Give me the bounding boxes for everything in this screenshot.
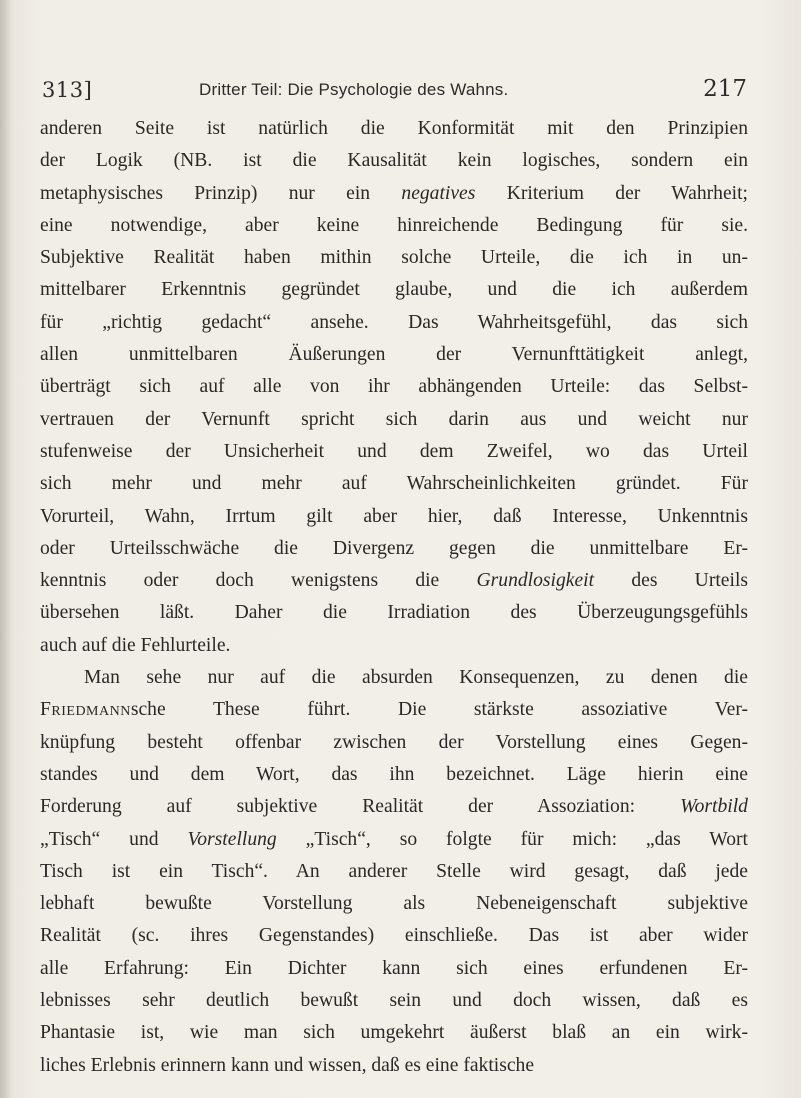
text-span: des Urteils (631, 570, 749, 592)
text-line: alle Erfahrung: Ein Dichter kann sich eines erfundenen Er- (40, 957, 748, 979)
text-span: Forderung auf subjektive Realität der Assoziation: (40, 796, 636, 818)
text-line: Realität (sc. ihres Gegenstandes) einschließe. Das ist aber wider (40, 925, 748, 947)
emphasis-negatives: negatives (401, 182, 476, 204)
paragraph-2 (40, 662, 748, 1082)
text-span: „Tisch“, so folgte für mich: „das Wort (305, 828, 748, 850)
text-line: stufenweise der Unsicherheit und dem Zweifel, wo das Urteil (40, 440, 748, 462)
text-line: für „richtig gedacht“ ansehe. Das Wahrheitsgefühl, das sich (40, 311, 748, 333)
running-header (42, 76, 747, 106)
text-line: sich mehr und mehr auf Wahrscheinlichkeiten gründet. Für (40, 473, 748, 495)
text-line: Man sehe nur auf die absurden Konsequenzen, zu denen die (84, 667, 748, 689)
text-line: überträgt sich auf alle von ihr abhängenden Urteile: das Selbst- (40, 376, 748, 398)
body-text (40, 113, 748, 1082)
paragraph-1 (40, 113, 748, 662)
text-line: oder Urteilsschwäche die Divergenz gegen die unmittelbare Er- (40, 537, 748, 559)
binding-shadow (0, 0, 12, 1098)
text-line: lebnisses sehr deutlich bewußt sein und doch wissen, daß es (40, 990, 748, 1012)
text-line: knüpfung besteht offenbar zwischen der Vorstellung eines Gegen- (40, 731, 748, 753)
text-span: metaphysisches Prinzip) nur ein (40, 182, 371, 204)
text-line: allen unmittelbaren Äußerungen der Vernunfttätigkeit anlegt, (40, 344, 748, 366)
text-line: anderen Seite ist natürlich die Konformität mit den Prinzipien (40, 118, 748, 139)
emphasis-vorstellung: Vorstellung (187, 828, 277, 850)
running-title: Dritter Teil: Die Psychologie des Wahns. (199, 80, 509, 99)
text-line (40, 791, 748, 823)
text-line: Phantasie ist, wie man sich umgekehrt äußerst blaß an ein wirk- (40, 1022, 748, 1044)
text-line: Subjektive Realität haben mithin solche Urteile, die ich in un- (40, 247, 748, 269)
text-span: „Tisch“ und (40, 828, 159, 850)
text-line: mittelbarer Erkenntnis gegründet glaube, und die ich außerdem (40, 279, 748, 301)
text-line: Tisch ist ein Tisch“. An anderer Stelle wird gesagt, daß jede (40, 860, 748, 882)
text-span: sche These führt. Die stärkste assoziative Ver- (130, 699, 748, 721)
text-line: eine notwendige, aber keine hinreichende Bedingung für sie. (40, 214, 748, 236)
text-line: der Logik (NB. ist die Kausalität kein logisches, sondern ein (40, 150, 748, 172)
text-line (40, 824, 748, 856)
page-number: 217 (703, 76, 747, 102)
text-line: standes und dem Wort, das ihn bezeichnet. Läge hierin eine (40, 763, 748, 785)
emphasis-wortbild: Wortbild (680, 796, 748, 818)
text-line (40, 694, 748, 726)
text-line: Vorurteil, Wahn, Irrtum gilt aber hier, daß Interesse, Unkenntnis (40, 505, 748, 527)
text-line: liches Erlebnis erinnern kann und wissen, daß es eine faktische (40, 1054, 535, 1076)
text-line (40, 565, 748, 597)
author-name-friedmann: Friedmann (40, 699, 131, 721)
text-line: lebhaft bewußte Vorstellung als Nebeneigenschaft subjektive (40, 893, 748, 915)
page-reference: 313] (42, 78, 93, 102)
text-line: vertrauen der Vernunft spricht sich darin aus und weicht nur (40, 408, 748, 430)
text-span: kenntnis oder doch wenigstens die (40, 570, 440, 592)
text-line: übersehen läßt. Daher die Irradiation des Überzeugungsgefühls (40, 602, 748, 624)
text-line: auch auf die Fehlurteile. (40, 634, 231, 656)
text-span: Kriterium der Wahrheit; (506, 182, 749, 204)
emphasis-grundlosigkeit: Grundlosigkeit (476, 570, 595, 592)
text-line (40, 178, 748, 210)
